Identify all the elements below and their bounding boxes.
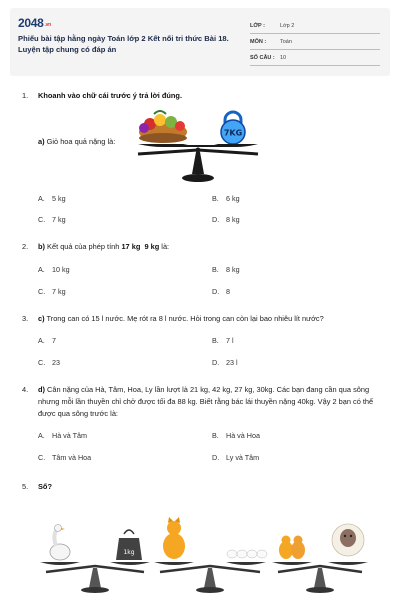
option-letter: C. <box>38 287 46 296</box>
option-d[interactable] <box>212 215 240 224</box>
question-number: 5. <box>22 482 29 491</box>
option-b[interactable] <box>212 336 234 345</box>
option-letter: D. <box>212 287 220 296</box>
info-label: MÔN : <box>250 38 267 45</box>
weight-1kg-icon <box>116 530 142 560</box>
option-text: Tâm và Hoa <box>52 453 92 462</box>
ducklings-icon <box>227 550 267 558</box>
question-number: 1. <box>22 91 29 100</box>
option-c[interactable] <box>38 358 60 367</box>
option-text: 23 <box>52 358 60 367</box>
option-b[interactable] <box>212 431 260 440</box>
scale-body-3 <box>272 562 368 593</box>
option-a[interactable] <box>38 194 66 203</box>
question-3 <box>22 313 324 324</box>
bold-term-b: 9 kg <box>144 242 160 251</box>
question-number: 4. <box>22 385 29 394</box>
sub-label: a) <box>38 137 45 146</box>
info-value: 10 <box>280 54 287 61</box>
info-row-class <box>250 18 380 34</box>
option-text: 7 <box>52 336 56 345</box>
worksheet-header <box>10 8 390 76</box>
question-5 <box>22 481 52 492</box>
option-d[interactable] <box>212 358 238 367</box>
question-text: Số? <box>38 482 52 491</box>
kettlebell-7kg-icon <box>221 112 245 144</box>
cat-icon <box>163 517 185 559</box>
option-letter: D. <box>212 215 220 224</box>
option-text: 7 l <box>226 336 234 345</box>
logo-text: 2048 <box>18 16 44 30</box>
sub-text: Giỏ hoa quả nặng là: <box>46 137 116 146</box>
option-text: 8 kg <box>226 265 240 274</box>
option-text: 5 kg <box>52 194 66 203</box>
worksheet-info <box>250 18 380 66</box>
option-letter: A. <box>38 336 45 345</box>
question-text-end: là: <box>159 242 170 251</box>
site-logo[interactable] <box>18 16 51 30</box>
sheep-icon <box>332 524 364 556</box>
option-letter: A. <box>38 265 45 274</box>
option-text: 8 <box>226 287 230 296</box>
option-letter: C. <box>38 215 46 224</box>
option-letter: D. <box>212 453 220 462</box>
option-text: 10 kg <box>52 265 70 274</box>
option-text: Ly và Tâm <box>226 453 260 462</box>
option-text: Hà và Tâm <box>52 431 88 440</box>
option-c[interactable] <box>38 287 66 296</box>
balance-scale-fruit <box>130 108 260 184</box>
option-letter: B. <box>212 194 219 203</box>
option-text: 6 kg <box>226 194 240 203</box>
scale-body-1 <box>40 562 150 593</box>
question-number: 2. <box>22 242 29 251</box>
option-d[interactable] <box>212 453 259 462</box>
worksheet-title: Phiếu bài tập hằng ngày Toán lớp 2 Kết nối tri thức Bài 18. Luyện tập chung có đáp án <box>18 34 229 54</box>
option-letter: D. <box>212 358 220 367</box>
option-text: 7 kg <box>52 215 66 224</box>
option-c[interactable] <box>38 215 66 224</box>
option-b[interactable] <box>212 265 240 274</box>
option-letter: B. <box>212 431 219 440</box>
question-4 <box>38 384 378 420</box>
balance-scales-animals <box>36 516 376 600</box>
goose-icon <box>50 525 70 561</box>
option-text: 8 kg <box>226 215 240 224</box>
question-text: Cân nặng của Hà, Tâm, Hoa, Ly lần lượt là 21 kg, 42 kg, 27 kg, 30kg. Các bạn đang cần qua sông nhưng mỗi lần thuyền chỉ chở được tối đa 88 kg. Biết rằng bác lái thuyền nặng 40kg. Vậy 2 bạn có thể được qua sông trước là: <box>38 385 374 418</box>
option-b[interactable] <box>212 194 240 203</box>
info-label: LỚP : <box>250 22 265 29</box>
info-label: SỐ CÂU : <box>250 54 275 61</box>
option-letter: B. <box>212 336 219 345</box>
question-2 <box>22 241 169 252</box>
cats-group-icon <box>279 536 305 560</box>
option-text: 7 kg <box>52 287 66 296</box>
question-text: Khoanh vào chữ cái trước ý trả lời đúng. <box>38 91 183 100</box>
option-text: Hà và Hoa <box>226 431 260 440</box>
option-letter: C. <box>38 453 46 462</box>
option-a[interactable] <box>38 265 70 274</box>
fruit-basket-icon <box>139 111 187 143</box>
sub-label: b) <box>38 242 45 251</box>
scale-body <box>138 144 258 182</box>
sub-label: d) <box>38 385 45 394</box>
option-letter: A. <box>38 194 45 203</box>
option-letter: A. <box>38 431 45 440</box>
question-4-number <box>22 384 38 395</box>
scale-body-2 <box>154 562 266 593</box>
option-letter: B. <box>212 265 219 274</box>
info-row-count <box>250 50 380 66</box>
info-row-subject <box>250 34 380 50</box>
info-value: Lớp 2 <box>280 22 295 29</box>
logo-suffix: .vn <box>44 22 51 28</box>
option-a[interactable] <box>38 336 56 345</box>
option-c[interactable] <box>38 453 91 462</box>
option-letter: C. <box>38 358 46 367</box>
info-value: Toán <box>280 38 292 45</box>
question-text: Kết quả của phép tính <box>47 242 122 251</box>
option-text: 23 l <box>226 358 238 367</box>
question-1 <box>22 90 182 101</box>
question-text: Trong can có 15 l nước. Mẹ rót ra 8 l nước. Hỏi trong can còn lại bao nhiêu lít nước? <box>46 314 324 323</box>
kettlebell-label: 7KG <box>223 128 243 138</box>
weight-label: 1kg <box>123 549 135 556</box>
question-number: 3. <box>22 314 29 323</box>
option-a[interactable] <box>38 431 87 440</box>
sub-label: c) <box>38 314 45 323</box>
bold-term-a: 17 kg <box>121 242 141 251</box>
option-d[interactable] <box>212 287 230 296</box>
